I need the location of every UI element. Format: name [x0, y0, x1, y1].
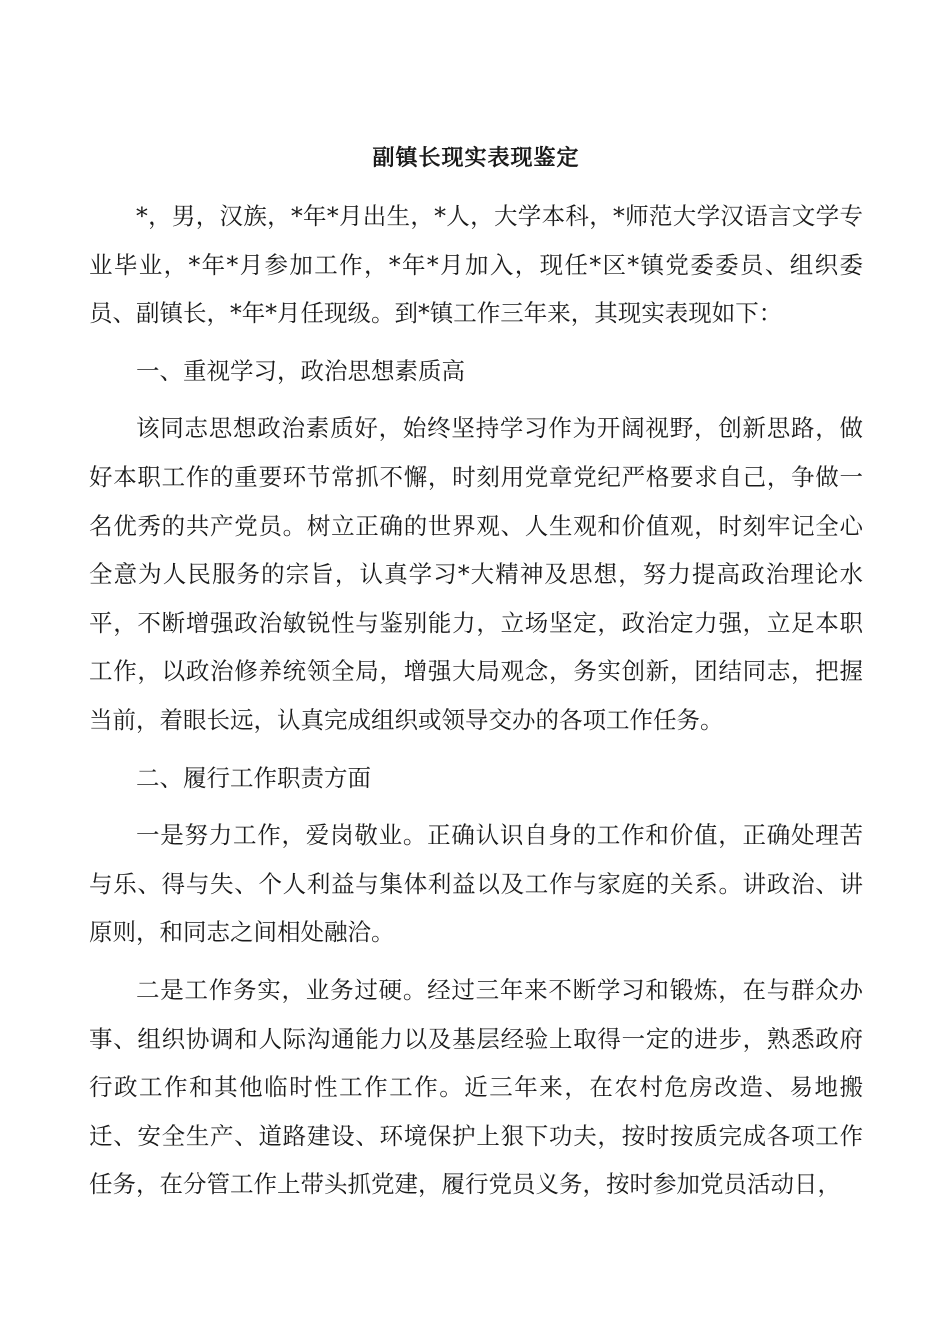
paragraph-gap: [89, 395, 863, 404]
section-2-paragraph-2: 二是工作务实，业务过硬。经过三年来不断学习和锻炼，在与群众办事、组织协调和人际沟通能力以及基层经验上取得一定的进步，熟悉政府行政工作和其他临时性工作工作。近三年来，在农村危房改造、易地搬迁、安全生产、道路建设、环境保护上狠下功夫，按时按质完成各项工作任务，在分管工作上带头抓党建，履行党员义务，按时参加党员活动日，: [89, 975, 863, 1199]
paragraph-gap: [89, 957, 863, 966]
section-2-paragraph-1: 一是努力工作，爱岗敬业。正确认识自身的工作和价值，正确处理苦与乐、得与失、个人利益与集体利益以及工作与家庭的关系。讲政治、讲原则，和同志之间相处融洽。: [89, 821, 863, 947]
paragraph-gap: [89, 802, 863, 811]
intro-paragraph: *，男，汉族，*年*月出生，*人，大学本科，*师范大学汉语言文学专业毕业，*年*月参加工作，*年*月加入，现任*区*镇党委委员、组织委员、副镇长，*年*月任现级。到*镇工作三年来，其现实表现如下：: [89, 202, 863, 328]
section-heading-2: 二、履行工作职责方面: [136, 763, 371, 792]
paragraph-gap: [89, 338, 863, 347]
section-1-paragraph: 该同志思想政治素质好，始终坚持学习作为开阔视野，创新思路，做好本职工作的重要环节常抓不懈，时刻用党章党纪严格要求自己，争做一名优秀的共产党员。树立正确的世界观、人生观和价值观，时刻牢记全心全意为人民服务的宗旨，认真学习*大精神及思想，努力提高政治理论水平，不断增强政治敏锐性与鉴别能力，立场坚定，政治定力强，立足本职工作，以政治修养统领全局，增强大局观念，务实创新，团结同志，把握当前，着眼长远，认真完成组织或领导交办的各项工作任务。: [89, 414, 863, 734]
document-page: [89, 136, 863, 1209]
paragraph-gap: [89, 745, 863, 754]
section-heading-1: 一、重视学习，政治思想素质高: [136, 356, 465, 385]
document-title: 副镇长现实表现鉴定: [372, 145, 580, 171]
